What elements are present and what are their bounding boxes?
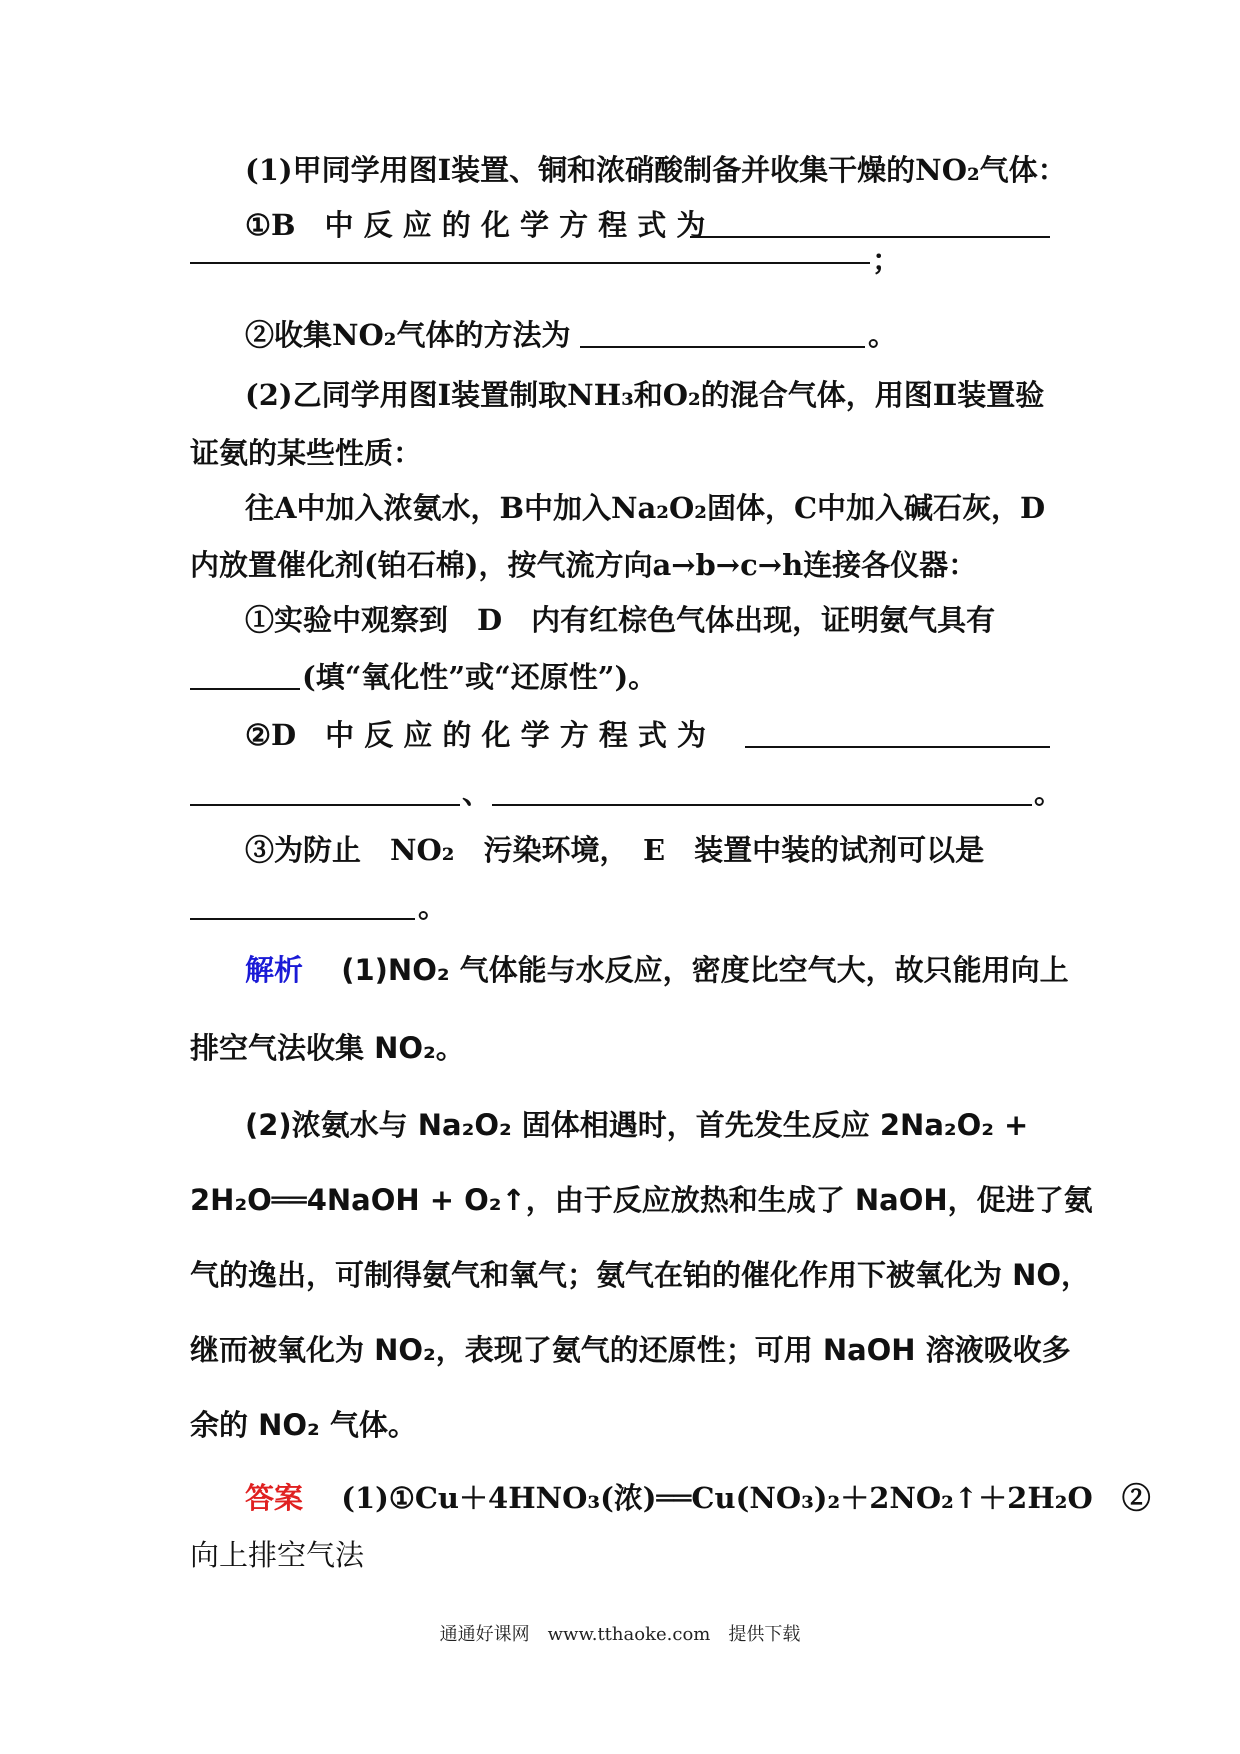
part2-q2-sep: 、 — [462, 776, 492, 810]
answer-blank[interactable] — [580, 346, 865, 348]
answer-label: 答案 — [245, 1481, 304, 1515]
answer-blank[interactable] — [190, 262, 870, 264]
part1-intro: (1)甲同学用图Ⅰ装置、铜和浓硝酸制备并收集干燥的NO₂气体： — [245, 153, 1067, 187]
analysis-paragraph-2-line3: 气的逸出，可制得氨气和氧气；氨气在铂的催化作用下被氧化为 NO， — [190, 1258, 1091, 1292]
part1-question-1 — [245, 205, 1050, 245]
analysis-paragraph-1-line1 — [245, 950, 1069, 990]
answer-blank[interactable] — [190, 688, 300, 690]
part1-q2-prefix: ②收集NO₂气体的方法为 — [245, 318, 571, 352]
part1-q1-end: ； — [872, 243, 902, 277]
part2-intro-line2: 证氨的某些性质： — [190, 436, 423, 470]
analysis-paragraph-2-line4: 继而被氧化为 NO₂，表现了氨气的还原性；可用 NaOH 溶液吸收多 — [190, 1333, 1071, 1367]
part2-setup-line2: 内放置催化剂(铂石棉)，按气流方向a→b→c→h连接各仪器： — [190, 548, 978, 582]
answer-blank[interactable] — [190, 918, 415, 920]
answer-blank[interactable] — [745, 746, 1050, 748]
part2-q2-prefix: ②D 中 反 应 的 化 学 方 程 式 为 — [245, 718, 707, 752]
part2-question-2 — [245, 715, 1050, 755]
part2-intro-line1: (2)乙同学用图Ⅰ装置制取NH₃和O₂的混合气体，用图Ⅱ装置验 — [245, 378, 1045, 412]
page-footer: 通通好课网 www.tthaoke.com 提供下载 — [439, 1624, 801, 1645]
part2-q1-line2: (填“氧化性”或“还原性”)。 — [302, 660, 658, 694]
analysis-paragraph-1-line2: 排空气法收集 NO₂。 — [190, 1031, 465, 1065]
part2-q2-end: 。 — [1034, 776, 1064, 810]
answer-line2: 向上排空气法 — [190, 1538, 365, 1572]
analysis-p1-line1-text: (1)NO₂ 气体能与水反应，密度比空气大，故只能用向上 — [341, 953, 1069, 987]
answer-blank[interactable] — [690, 236, 1050, 238]
part2-q3-line1: ③为防止 NO₂ 污染环境， E 装置中装的试剂可以是 — [245, 833, 985, 867]
analysis-paragraph-2-line5: 余的 NO₂ 气体。 — [190, 1408, 417, 1442]
analysis-paragraph-2-line1: (2)浓氨水与 Na₂O₂ 固体相遇时，首先发生反应 2Na₂O₂ + — [245, 1108, 1029, 1142]
answer-line1 — [245, 1478, 1151, 1518]
analysis-paragraph-2-line2: 2H₂O══4NaOH + O₂↑，由于反应放热和生成了 NaOH，促进了氨 — [190, 1183, 1093, 1217]
part1-question-2 — [245, 315, 1050, 355]
part2-q3-end: 。 — [418, 890, 448, 924]
answer-blank[interactable] — [190, 804, 460, 806]
answer-line1-text: (1)①Cu＋4HNO₃(浓)══Cu(NO₃)₂＋2NO₂↑＋2H₂O ② — [341, 1481, 1151, 1515]
part2-q1-line1: ①实验中观察到 D 内有红棕色气体出现，证明氨气具有 — [245, 603, 996, 637]
analysis-label: 解析 — [245, 953, 304, 987]
part1-q2-end: 。 — [868, 318, 898, 352]
answer-blank[interactable] — [492, 804, 1032, 806]
part2-setup-line1: 往A中加入浓氨水，B中加入Na₂O₂固体，C中加入碱石灰，D — [245, 491, 1046, 525]
part1-q1-prefix: ①B 中 反 应 的 化 学 方 程 式 为 — [245, 208, 706, 242]
